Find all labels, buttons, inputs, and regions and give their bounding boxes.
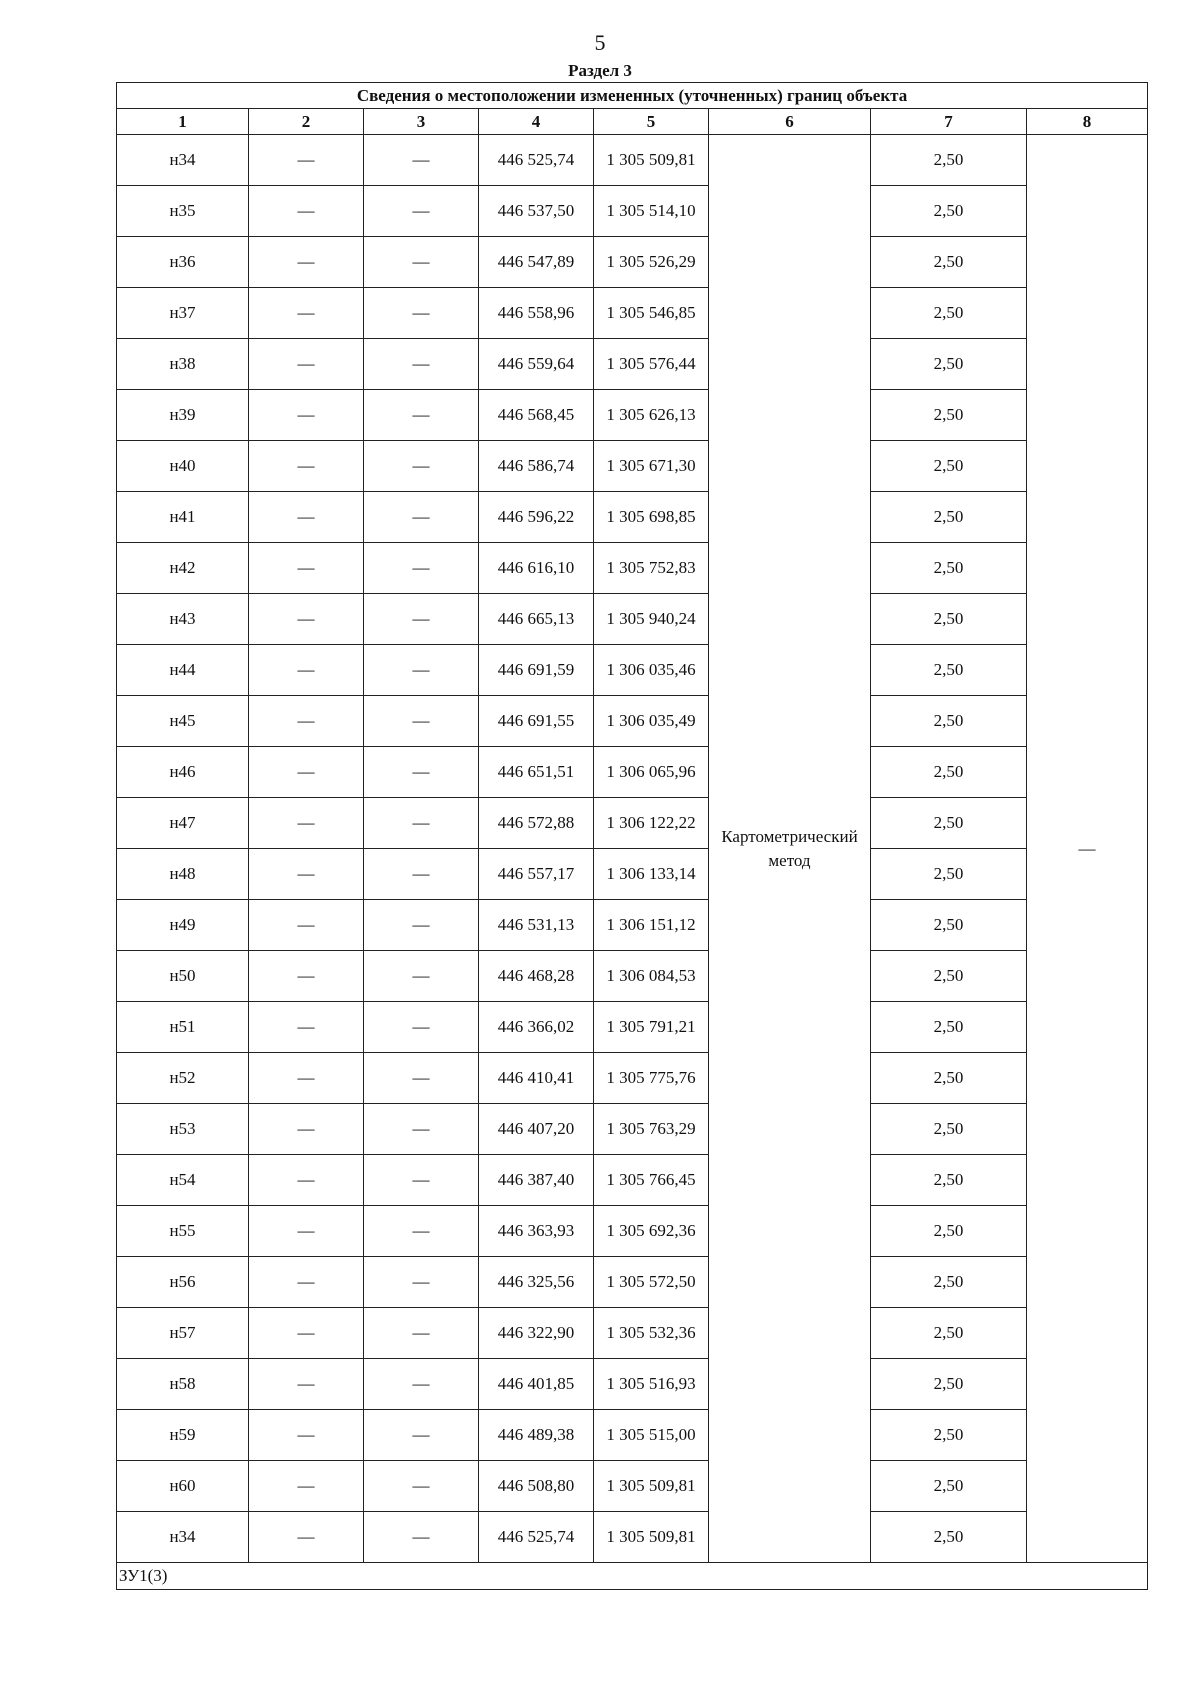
y-coordinate: 1 305 546,85 <box>594 288 709 339</box>
point-label: н42 <box>117 543 249 594</box>
y-coordinate: 1 305 526,29 <box>594 237 709 288</box>
column-3-value: — <box>364 186 479 237</box>
column-2-value: — <box>249 1308 364 1359</box>
page-number: 5 <box>594 30 606 55</box>
table-row <box>117 798 1148 849</box>
x-coordinate: 446 586,74 <box>479 441 594 492</box>
column-2-value: — <box>249 1053 364 1104</box>
y-coordinate: 1 306 084,53 <box>594 951 709 1002</box>
column-2-value: — <box>249 1512 364 1563</box>
table-row <box>117 237 1148 288</box>
column-3-value: — <box>364 1461 479 1512</box>
x-coordinate: 446 363,93 <box>479 1206 594 1257</box>
column-3-value: — <box>364 1104 479 1155</box>
y-coordinate: 1 305 692,36 <box>594 1206 709 1257</box>
column-3-value: — <box>364 1257 479 1308</box>
y-coordinate: 1 305 763,29 <box>594 1104 709 1155</box>
y-coordinate: 1 305 671,30 <box>594 441 709 492</box>
column-3-value: — <box>364 798 479 849</box>
column-number-row <box>117 109 1148 135</box>
accuracy-value: 2,50 <box>871 186 1027 237</box>
column-2-value: — <box>249 1002 364 1053</box>
accuracy-value: 2,50 <box>871 1002 1027 1053</box>
point-label: н47 <box>117 798 249 849</box>
accuracy-value: 2,50 <box>871 1359 1027 1410</box>
table-row <box>117 441 1148 492</box>
column-3-value: — <box>364 594 479 645</box>
column-3-value: — <box>364 237 479 288</box>
accuracy-value: 2,50 <box>871 492 1027 543</box>
y-coordinate: 1 305 698,85 <box>594 492 709 543</box>
accuracy-value: 2,50 <box>871 441 1027 492</box>
accuracy-value: 2,50 <box>871 1104 1027 1155</box>
y-coordinate: 1 305 509,81 <box>594 1461 709 1512</box>
column-2-value: — <box>249 849 364 900</box>
table-row <box>117 696 1148 747</box>
table-row <box>117 1104 1148 1155</box>
x-coordinate: 446 325,56 <box>479 1257 594 1308</box>
footer-row <box>117 1563 1148 1590</box>
column-2-value: — <box>249 951 364 1002</box>
x-coordinate: 446 387,40 <box>479 1155 594 1206</box>
y-coordinate: 1 305 752,83 <box>594 543 709 594</box>
accuracy-value: 2,50 <box>871 747 1027 798</box>
column-3-value: — <box>364 1512 479 1563</box>
x-coordinate: 446 665,13 <box>479 594 594 645</box>
table-row <box>117 390 1148 441</box>
column-2-value: — <box>249 1461 364 1512</box>
table-row <box>117 1461 1148 1512</box>
column-3-value: — <box>364 492 479 543</box>
column-3-value: — <box>364 288 479 339</box>
boundary-coordinates-table <box>116 82 1148 1590</box>
column-3-value: — <box>364 1053 479 1104</box>
x-coordinate: 446 322,90 <box>479 1308 594 1359</box>
point-label: н38 <box>117 339 249 390</box>
column-3-value: — <box>364 135 479 186</box>
point-label: н41 <box>117 492 249 543</box>
table-row <box>117 951 1148 1002</box>
column-3-value: — <box>364 339 479 390</box>
column-2-value: — <box>249 747 364 798</box>
column-3-value: — <box>364 1308 479 1359</box>
x-coordinate: 446 407,20 <box>479 1104 594 1155</box>
column-2-value: — <box>249 288 364 339</box>
table-row <box>117 747 1148 798</box>
table-row <box>117 1002 1148 1053</box>
table-row <box>117 1155 1148 1206</box>
column-3-value: — <box>364 390 479 441</box>
table-row <box>117 900 1148 951</box>
column-2-value: — <box>249 135 364 186</box>
column-number-3: 3 <box>364 109 479 135</box>
column-3-value: — <box>364 1002 479 1053</box>
y-coordinate: 1 305 791,21 <box>594 1002 709 1053</box>
table-row <box>117 1206 1148 1257</box>
x-coordinate: 446 525,74 <box>479 135 594 186</box>
column-2-value: — <box>249 696 364 747</box>
column-2-value: — <box>249 492 364 543</box>
accuracy-value: 2,50 <box>871 1155 1027 1206</box>
y-coordinate: 1 305 514,10 <box>594 186 709 237</box>
y-coordinate: 1 305 516,93 <box>594 1359 709 1410</box>
point-label: н39 <box>117 390 249 441</box>
x-coordinate: 446 616,10 <box>479 543 594 594</box>
x-coordinate: 446 508,80 <box>479 1461 594 1512</box>
point-label: н40 <box>117 441 249 492</box>
accuracy-value: 2,50 <box>871 288 1027 339</box>
accuracy-value: 2,50 <box>871 237 1027 288</box>
point-label: н43 <box>117 594 249 645</box>
point-label: н54 <box>117 1155 249 1206</box>
point-label: н34 <box>117 135 249 186</box>
accuracy-value: 2,50 <box>871 543 1027 594</box>
y-coordinate: 1 305 532,36 <box>594 1308 709 1359</box>
column-3-value: — <box>364 747 479 798</box>
y-coordinate: 1 305 766,45 <box>594 1155 709 1206</box>
point-label: н60 <box>117 1461 249 1512</box>
accuracy-value: 2,50 <box>871 594 1027 645</box>
x-coordinate: 446 489,38 <box>479 1410 594 1461</box>
point-label: н35 <box>117 186 249 237</box>
column-number-4: 4 <box>479 109 594 135</box>
x-coordinate: 446 691,55 <box>479 696 594 747</box>
table-row <box>117 1410 1148 1461</box>
method-cell: Картометрический метод <box>709 135 871 1563</box>
accuracy-value: 2,50 <box>871 696 1027 747</box>
point-label: н51 <box>117 1002 249 1053</box>
column-8-value: — <box>1027 135 1148 1563</box>
accuracy-value: 2,50 <box>871 1461 1027 1512</box>
column-3-value: — <box>364 543 479 594</box>
column-2-value: — <box>249 1359 364 1410</box>
accuracy-value: 2,50 <box>871 951 1027 1002</box>
column-number-5: 5 <box>594 109 709 135</box>
table-row <box>117 1359 1148 1410</box>
x-coordinate: 446 596,22 <box>479 492 594 543</box>
column-3-value: — <box>364 696 479 747</box>
x-coordinate: 446 537,50 <box>479 186 594 237</box>
table-caption-row <box>117 83 1148 109</box>
column-number-2: 2 <box>249 109 364 135</box>
x-coordinate: 446 401,85 <box>479 1359 594 1410</box>
point-label: н56 <box>117 1257 249 1308</box>
x-coordinate: 446 531,13 <box>479 900 594 951</box>
column-number-1: 1 <box>117 109 249 135</box>
x-coordinate: 446 568,45 <box>479 390 594 441</box>
x-coordinate: 446 525,74 <box>479 1512 594 1563</box>
x-coordinate: 446 558,96 <box>479 288 594 339</box>
column-2-value: — <box>249 390 364 441</box>
column-number-6: 6 <box>709 109 871 135</box>
column-2-value: — <box>249 339 364 390</box>
column-2-value: — <box>249 798 364 849</box>
accuracy-value: 2,50 <box>871 1410 1027 1461</box>
column-2-value: — <box>249 900 364 951</box>
table-row <box>117 339 1148 390</box>
parcel-label: ЗУ1(3) <box>117 1563 1148 1590</box>
y-coordinate: 1 305 775,76 <box>594 1053 709 1104</box>
column-2-value: — <box>249 645 364 696</box>
column-3-value: — <box>364 1410 479 1461</box>
table-row <box>117 492 1148 543</box>
table-row <box>117 645 1148 696</box>
x-coordinate: 446 572,88 <box>479 798 594 849</box>
y-coordinate: 1 305 509,81 <box>594 1512 709 1563</box>
column-3-value: — <box>364 1155 479 1206</box>
point-label: н55 <box>117 1206 249 1257</box>
accuracy-value: 2,50 <box>871 1053 1027 1104</box>
point-label: н37 <box>117 288 249 339</box>
point-label: н44 <box>117 645 249 696</box>
accuracy-value: 2,50 <box>871 1512 1027 1563</box>
y-coordinate: 1 306 151,12 <box>594 900 709 951</box>
column-3-value: — <box>364 849 479 900</box>
y-coordinate: 1 305 509,81 <box>594 135 709 186</box>
x-coordinate: 446 691,59 <box>479 645 594 696</box>
column-number-7: 7 <box>871 109 1027 135</box>
table-row <box>117 135 1148 186</box>
point-label: н46 <box>117 747 249 798</box>
y-coordinate: 1 306 133,14 <box>594 849 709 900</box>
table-row <box>117 1257 1148 1308</box>
accuracy-value: 2,50 <box>871 1308 1027 1359</box>
table-row <box>117 1053 1148 1104</box>
accuracy-value: 2,50 <box>871 1257 1027 1308</box>
point-label: н34 <box>117 1512 249 1563</box>
point-label: н57 <box>117 1308 249 1359</box>
point-label: н45 <box>117 696 249 747</box>
x-coordinate: 446 468,28 <box>479 951 594 1002</box>
y-coordinate: 1 306 035,46 <box>594 645 709 696</box>
x-coordinate: 446 557,17 <box>479 849 594 900</box>
accuracy-value: 2,50 <box>871 135 1027 186</box>
section-title: Раздел 3 <box>568 61 632 80</box>
accuracy-value: 2,50 <box>871 900 1027 951</box>
point-label: н36 <box>117 237 249 288</box>
accuracy-value: 2,50 <box>871 339 1027 390</box>
x-coordinate: 446 410,41 <box>479 1053 594 1104</box>
accuracy-value: 2,50 <box>871 645 1027 696</box>
table-row <box>117 849 1148 900</box>
accuracy-value: 2,50 <box>871 849 1027 900</box>
column-2-value: — <box>249 237 364 288</box>
column-2-value: — <box>249 186 364 237</box>
column-2-value: — <box>249 594 364 645</box>
table-row <box>117 1308 1148 1359</box>
y-coordinate: 1 305 515,00 <box>594 1410 709 1461</box>
table-row <box>117 288 1148 339</box>
table-row <box>117 186 1148 237</box>
point-label: н53 <box>117 1104 249 1155</box>
column-2-value: — <box>249 1257 364 1308</box>
column-3-value: — <box>364 900 479 951</box>
column-2-value: — <box>249 1155 364 1206</box>
y-coordinate: 1 306 065,96 <box>594 747 709 798</box>
table-row <box>117 1512 1148 1563</box>
column-2-value: — <box>249 1104 364 1155</box>
y-coordinate: 1 305 940,24 <box>594 594 709 645</box>
table-row <box>117 543 1148 594</box>
accuracy-value: 2,50 <box>871 798 1027 849</box>
x-coordinate: 446 547,89 <box>479 237 594 288</box>
x-coordinate: 446 651,51 <box>479 747 594 798</box>
y-coordinate: 1 306 122,22 <box>594 798 709 849</box>
x-coordinate: 446 559,64 <box>479 339 594 390</box>
y-coordinate: 1 305 626,13 <box>594 390 709 441</box>
accuracy-value: 2,50 <box>871 390 1027 441</box>
column-3-value: — <box>364 1359 479 1410</box>
point-label: н59 <box>117 1410 249 1461</box>
column-3-value: — <box>364 1206 479 1257</box>
column-3-value: — <box>364 645 479 696</box>
y-coordinate: 1 305 576,44 <box>594 339 709 390</box>
table-caption: Сведения о местоположении измененных (уточненных) границ объекта <box>117 83 1148 109</box>
table-row <box>117 594 1148 645</box>
accuracy-value: 2,50 <box>871 1206 1027 1257</box>
column-2-value: — <box>249 1410 364 1461</box>
x-coordinate: 446 366,02 <box>479 1002 594 1053</box>
column-2-value: — <box>249 441 364 492</box>
column-2-value: — <box>249 1206 364 1257</box>
column-3-value: — <box>364 951 479 1002</box>
y-coordinate: 1 306 035,49 <box>594 696 709 747</box>
point-label: н58 <box>117 1359 249 1410</box>
y-coordinate: 1 305 572,50 <box>594 1257 709 1308</box>
column-number-8: 8 <box>1027 109 1148 135</box>
point-label: н48 <box>117 849 249 900</box>
point-label: н49 <box>117 900 249 951</box>
point-label: н50 <box>117 951 249 1002</box>
point-label: н52 <box>117 1053 249 1104</box>
column-2-value: — <box>249 543 364 594</box>
column-3-value: — <box>364 441 479 492</box>
